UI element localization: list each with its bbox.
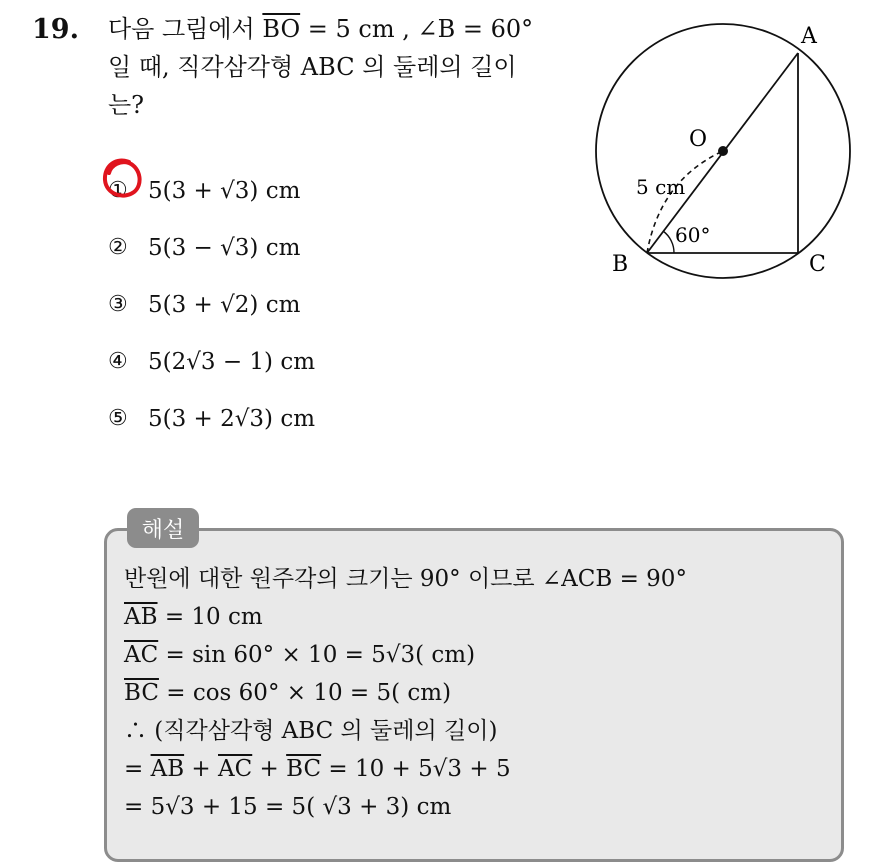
question-text-part1: 다음 그림에서 [108,15,263,43]
selected-answer-mark-icon [99,156,145,202]
question-line-3: 는? [108,91,145,119]
choice-5-text: 5(3 + 2√3) cm [148,405,316,432]
segment-bc-sum: $\overline{BC}$ [286,756,322,782]
solution-line-6 [124,750,687,788]
choice-1-text: 5(3 + √3) cm [148,177,301,204]
center-point-o [718,146,728,156]
label-angle: 60° [675,223,711,247]
solution-line-4 [124,674,687,712]
choice-3[interactable] [108,276,315,333]
choice-3-number: ③ [108,291,128,317]
segment-ac-label: $\overline{AC}$ [124,642,159,668]
segment-bo: $\overline{BO}$ [262,15,301,43]
segment-ab-label: $\overline{AB}$ [124,604,158,630]
question-text-part2: = 5 cm , ∠B = 60° [300,15,534,43]
solution-line-3 [124,636,687,674]
choice-4[interactable] [108,333,315,390]
plus-1: + [184,756,219,782]
choice-1[interactable] [108,162,315,219]
solution-line-2-rest: = 10 cm [157,604,263,630]
solution-line-2 [124,598,687,636]
label-a: A [801,24,817,49]
choice-1-number: ① [108,177,128,203]
segment-ac-sum: $\overline{AC}$ [218,756,253,782]
choice-5[interactable] [108,390,315,447]
choice-2[interactable] [108,219,315,276]
segment-bc-label: $\overline{BC}$ [124,680,159,706]
solution-line-4-rest: = cos 60° × 10 = 5( cm) [158,680,452,706]
solution-line-6-prefix: = [124,756,151,782]
solution-line-5: ∴ (직각삼각형 ABC 의 둘레의 길이) [124,718,498,744]
solution-content [124,560,687,826]
label-c: C [809,252,826,277]
solution-line-6-rest: = 10 + 5√3 + 5 [321,756,511,782]
choice-4-number: ④ [108,348,128,374]
label-b: B [612,252,629,277]
solution-line-3-rest: = sin 60° × 10 = 5√3( cm) [158,642,476,668]
question-line-2: 일 때, 직각삼각형 ABC 의 둘레의 길이 [108,53,517,81]
label-o: O [689,127,708,152]
label-length: 5 cm [636,175,686,199]
solution-line-1: 반원에 대한 원주각의 크기는 90° 이므로 ∠ACB = 90° [124,566,687,592]
question-line-1 [108,10,578,48]
choice-5-number: ⑤ [108,405,128,431]
choice-2-text: 5(3 − √3) cm [148,234,301,261]
plus-2: + [252,756,287,782]
solution-tag: 해설 [127,508,199,548]
choice-2-number: ② [108,234,128,260]
choice-3-text: 5(3 + √2) cm [148,291,301,318]
answer-choices [108,162,315,447]
question-number: 19. [32,14,79,45]
solution-line-7: = 5√3 + 15 = 5( √3 + 3) cm [124,794,452,820]
circle-triangle-figure [590,12,880,302]
segment-ab-sum: $\overline{AB}$ [150,756,185,782]
angle-arc-b [663,231,674,253]
question-text [108,10,578,124]
choice-4-text: 5(2√3 − 1) cm [148,348,316,375]
